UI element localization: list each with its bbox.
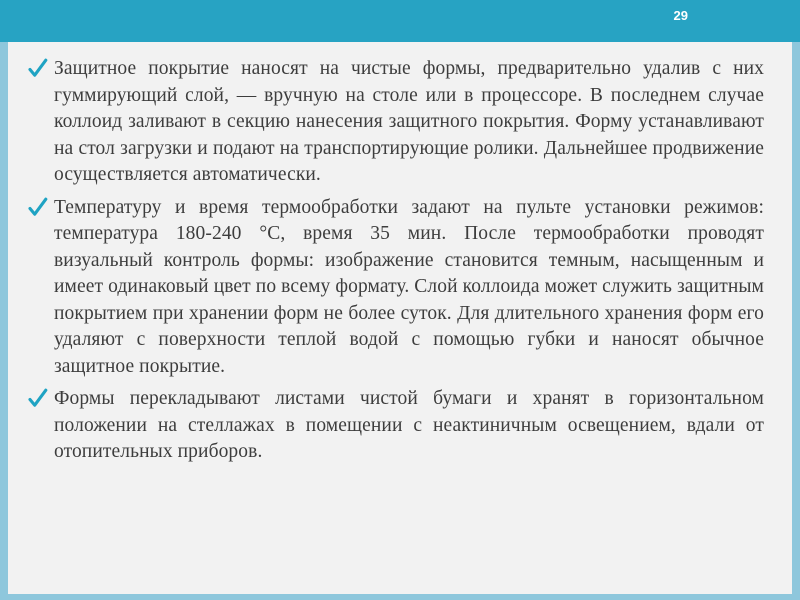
check-icon — [28, 387, 48, 409]
bullet-text: Защитное покрытие наносят на чистые формы, предварительно удалив с них гуммирующий слой, — вручную на столе или в процессоре. В последнем случае коллоид заливают в секцию нанесения защитного покрытия. Форму устанавливают на стол загрузки и подают на транспортирующие ролики. Дальнейшее продвижение осуществляется автоматически. — [54, 58, 764, 185]
content-panel — [8, 42, 792, 594]
bullet-item — [28, 56, 764, 189]
bullet-list — [28, 56, 764, 472]
bullet-text: Формы перекладывают листами чистой бумаги и хранят в горизонтальном положении на стеллажах в помещении с неактиничным освещением, вдали от отопительных приборов. — [54, 388, 764, 462]
bullet-item — [28, 386, 764, 466]
page-number: 29 — [673, 8, 688, 23]
check-icon — [28, 57, 48, 79]
header-bar — [0, 0, 800, 42]
bullet-item — [28, 195, 764, 381]
bullet-text: Температуру и время термообработки задают на пульте установки режимов: температура 180-240 °С, время 35 мин. После термообработки проводят визуальный контроль формы: изображение становится темным, насыщенным и имеет одинаковый цвет по всему формату. Слой коллоида может служить защитным покрытием при хранении форм не более суток. Для длительного хранения форм его удаляют с поверхности теплой водой с помощью губки и наносят обычное защитное покрытие. — [54, 196, 764, 377]
check-icon — [28, 196, 48, 218]
